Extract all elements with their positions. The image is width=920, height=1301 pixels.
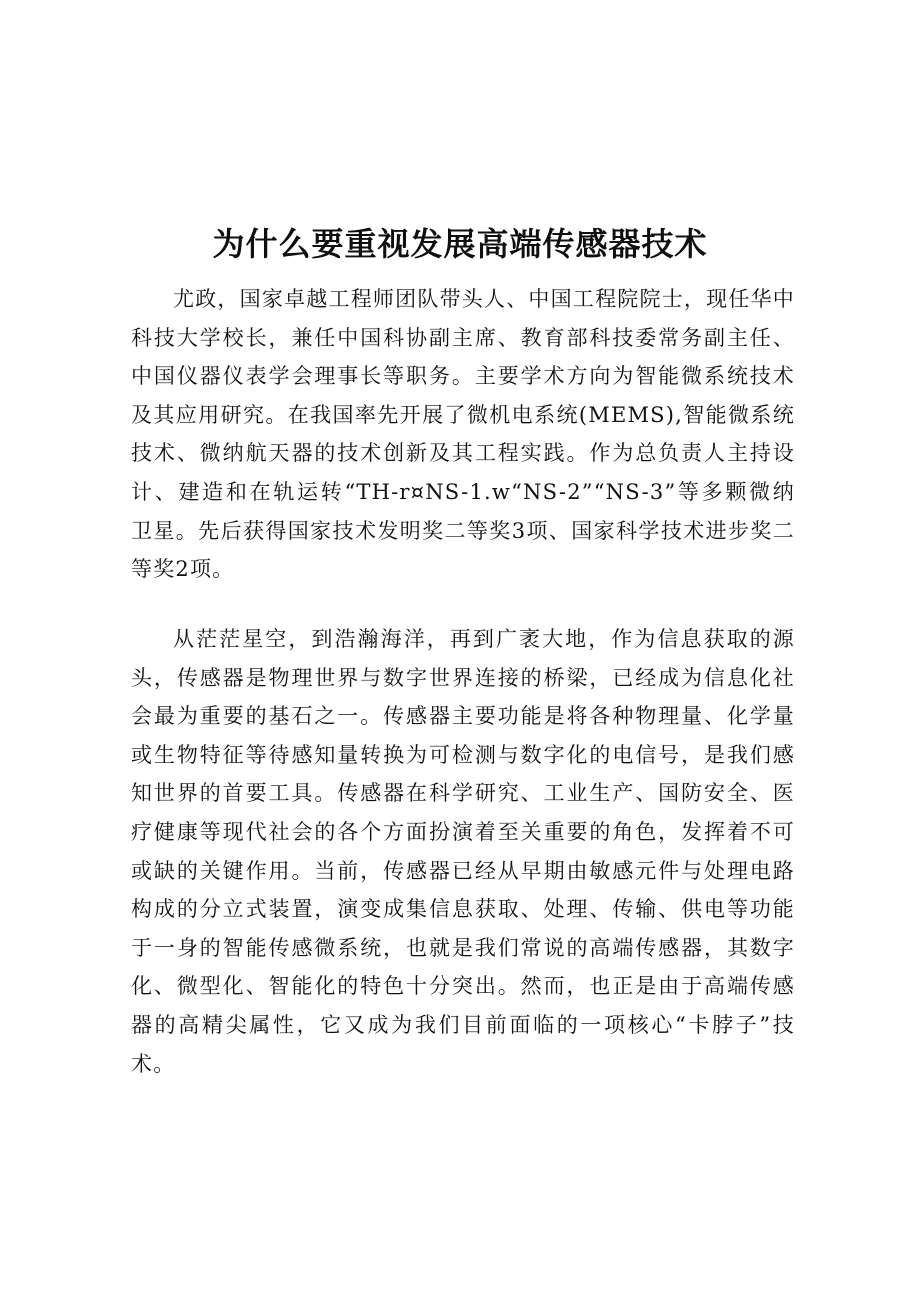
document-title: 为什么要重视发展高端传感器技术 — [212, 225, 708, 263]
paragraph-sensor-intro: 从茫茫星空，到浩瀚海洋，再到广袤大地，作为信息获取的源头，传感器是物理世界与数字世界连接的桥梁，已经成为信息化社会最为重要的基石之一。传感器主要功能是将各种物理量、化学量或生物特征等待感知量转换为可检测与数字化的电信号，是我们感知世界的首要工具。传感器在科学研究、工业生产、国防安全、医疗健康等现代社会的各个方面扮演着至关重要的角色，发挥着不可或缺的关键作用。当前，传感器已经从早期由敏感元件与处理电路构成的分立式装置，演变成集信息获取、处理、传输、供电等功能于一身的智能传感微系统，也就是我们常说的高端传感器，其数字化、微型化、智能化的特色十分突出。然而，也正是由于高端传感器的高精尖属性，它又成为我们目前面临的一项核心“卡脖子”技术。 — [131, 627, 795, 1076]
paragraph-author-bio: 尤政，国家卓越工程师团队带头人、中国工程院院士，现任华中科技大学校长，兼任中国科协副主席、教育部科技委常务副主任、中国仪器仪表学会理事长等职务。主要学术方向为智能微系统技术及其应用研究。在我国率先开展了微机电系统(MEMS),智能微系统技术、微纳航天器的技术创新及其工程实践。作为总负责人主持设计、建造和在轨运转“TH-r¤NS-1.w“NS-2”“NS-3”等多颗微纳卫星。先后获得国家技术发明奖二等奖3项、国家科学技术进步奖二等奖2项。 — [131, 287, 795, 582]
